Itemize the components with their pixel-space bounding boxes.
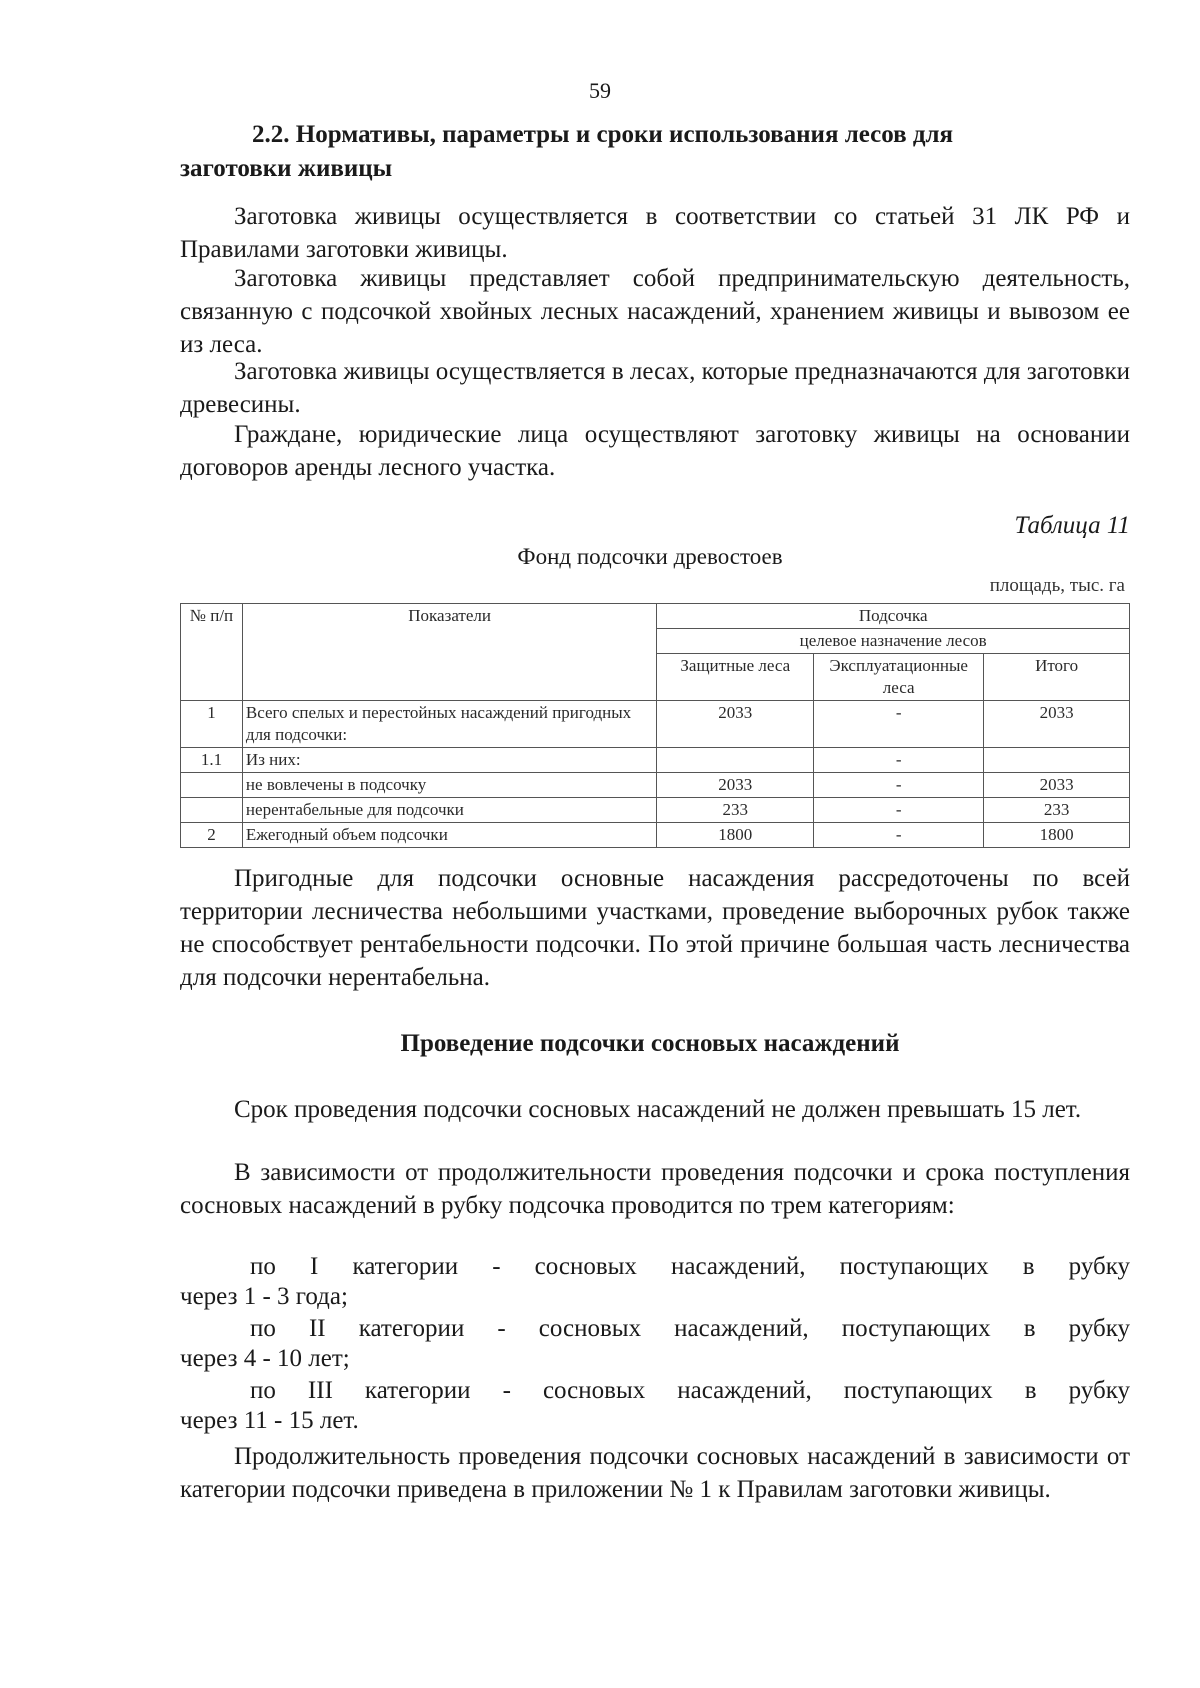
- fund-table: [180, 603, 1130, 848]
- row-num: 1: [181, 701, 243, 748]
- row-protective: 2033: [657, 773, 814, 798]
- col-header-group: Подсочка: [657, 604, 1130, 629]
- row-protective: 1800: [657, 823, 814, 848]
- table-row: [181, 823, 1130, 848]
- category-item: [180, 1252, 1130, 1312]
- table-row: [181, 701, 1130, 748]
- row-total: 1800: [984, 823, 1130, 848]
- categories-intro-paragraph: В зависимости от продолжительности проведения подсочки и срока поступления сосновых насаждений в рубку подсочка проводится по трем категориям:: [180, 1159, 1130, 1219]
- table-title: Фонд подсочки древостоев: [517, 544, 783, 569]
- intro-paragraph-4: Граждане, юридические лица осуществляют заготовку живицы на основании договоров аренды лесного участка.: [180, 421, 1130, 481]
- section-heading-line2: заготовки живицы: [180, 155, 393, 182]
- row-num: 2: [181, 823, 243, 848]
- term-paragraph: Срок проведения подсочки сосновых насаждений не должен превышать 15 лет.: [234, 1096, 1082, 1123]
- row-protective: [657, 748, 814, 773]
- subheading: Проведение подсочки сосновых насаждений: [400, 1030, 900, 1057]
- row-label: Всего спелых и перестойных насаждений пригодных для подсочки:: [242, 701, 656, 748]
- section-heading-line1: 2.2. Нормативы, параметры и сроки использования лесов для: [252, 121, 954, 148]
- col-header-indicator: Показатели: [242, 604, 656, 701]
- row-operational: -: [814, 748, 984, 773]
- row-label: нерентабельные для подсочки: [242, 798, 656, 823]
- final-paragraph: Продолжительность проведения подсочки сосновых насаждений в зависимости от категории подсочки приведена в приложении № 1 к Правилам заготовки живицы.: [180, 1443, 1130, 1503]
- row-label: не вовлечены в подсочку: [242, 773, 656, 798]
- row-operational: -: [814, 773, 984, 798]
- intro-paragraph-3: Заготовка живицы осуществляется в лесах, которые предназначаются для заготовки древесины.: [180, 358, 1130, 418]
- table-row: [181, 773, 1130, 798]
- row-num: 1.1: [181, 748, 243, 773]
- table-units: площадь, тыс. га: [989, 575, 1125, 596]
- row-total: 2033: [984, 701, 1130, 748]
- row-operational: -: [814, 701, 984, 748]
- category-line: через 11 - 15 лет.: [180, 1407, 359, 1434]
- section-heading: [180, 118, 1130, 186]
- row-label: Ежегодный объем подсочки: [242, 823, 656, 848]
- after-table-paragraph: Пригодные для подсочки основные насаждения рассредоточены по всей территории лесничества небольшими участками, проведение выборочных рубок также не способствует рентабельности подсочки. По этой причине большая часть лесничества для подсочки нерентабельна.: [180, 865, 1130, 991]
- row-num: [181, 773, 243, 798]
- table-row: [181, 748, 1130, 773]
- col-header-subgroup: целевое назначение лесов: [657, 629, 1130, 654]
- row-label: Из них:: [242, 748, 656, 773]
- col-header-num: № п/п: [181, 604, 243, 701]
- table-row: [181, 798, 1130, 823]
- table-header-row: [181, 604, 1130, 629]
- row-total: 233: [984, 798, 1130, 823]
- intro-paragraph-1: Заготовка живицы осуществляется в соответствии со статьей 31 ЛК РФ и Правилами заготовки живицы.: [180, 203, 1130, 263]
- category-line: через 1 - 3 года;: [180, 1283, 348, 1310]
- category-line: через 4 - 10 лет;: [180, 1345, 350, 1372]
- page-number: 59: [589, 78, 611, 103]
- col-header-protective: Защитные леса: [657, 654, 814, 701]
- row-total: [984, 748, 1130, 773]
- row-operational: -: [814, 823, 984, 848]
- table-number: Таблица 11: [1014, 512, 1130, 539]
- row-protective: 233: [657, 798, 814, 823]
- row-protective: 2033: [657, 701, 814, 748]
- category-line: по II категории - сосновых насаждений, поступающих в рубку: [250, 1315, 1130, 1342]
- intro-paragraph-2: Заготовка живицы представляет собой предпринимательскую деятельность, связанную с подсочкой хвойных лесных насаждений, хранением живицы и вывозом ее из леса.: [180, 265, 1130, 358]
- col-header-total: Итого: [984, 654, 1130, 701]
- row-num: [181, 798, 243, 823]
- category-item: [180, 1314, 1130, 1374]
- row-total: 2033: [984, 773, 1130, 798]
- category-item: [180, 1376, 1130, 1436]
- row-operational: -: [814, 798, 984, 823]
- category-line: по I категории - сосновых насаждений, поступающих в рубку: [250, 1253, 1130, 1280]
- category-line: по III категории - сосновых насаждений, поступающих в рубку: [250, 1377, 1130, 1404]
- col-header-operational: Эксплуатационные леса: [814, 654, 984, 701]
